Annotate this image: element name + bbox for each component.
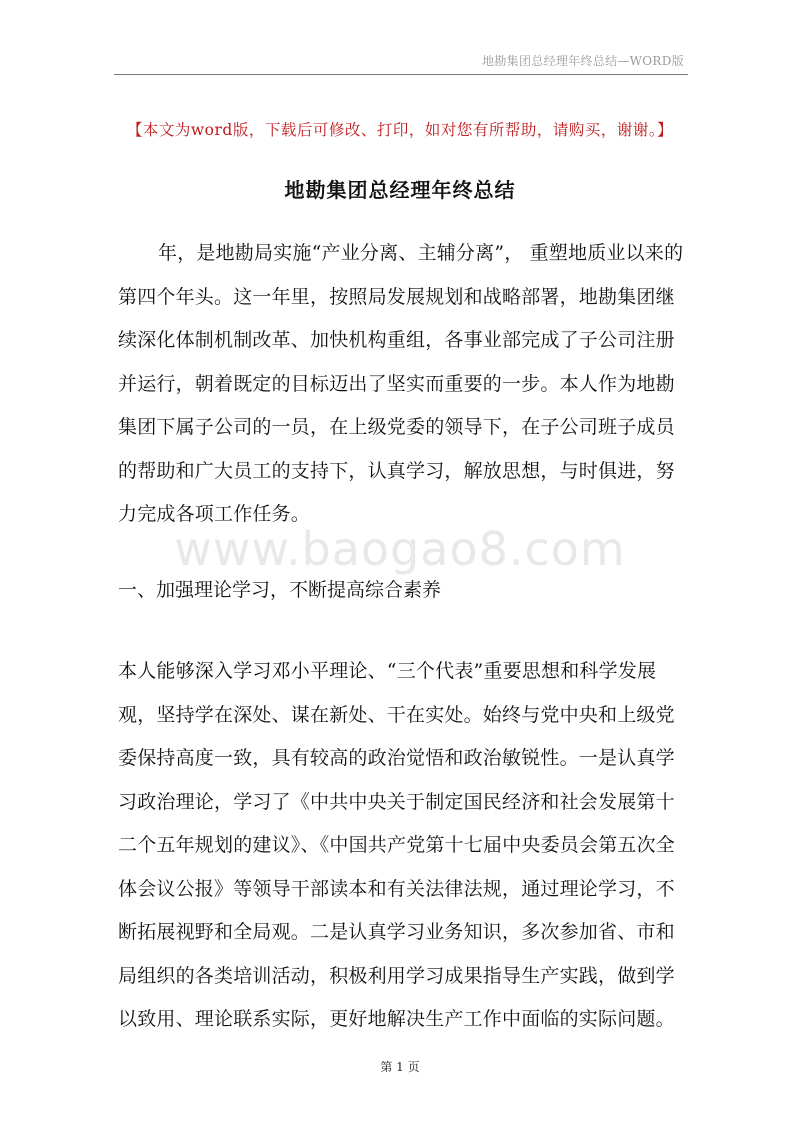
section-heading: 一、加强理论学习，不断提高综合素养	[118, 579, 442, 601]
purchase-notice: 【本文为word版，下载后可修改、打印，如对您有所帮助，请购买，谢谢。】	[126, 121, 674, 139]
section-paragraph: 本人能够深入学习邓小平理论、“三个代表”重要思想和科学发展观，坚持学在深处、谋在新处、干在实处。始终与党中央和上级党委保持高度一致，具有较高的政治觉悟和政治敏锐性。一是认真学习政治理论，学习了《中共中央关于制定国民经济和社会发展第十二个五年规划的建议》、《中国共产党第十七届中央委员会第五次全体会议公报》等领导干部读本和有关法律法规，通过理论学习，不断拓展视野和全局观。二是认真学习业务知识，多次参加省、市和局组织的各类培训活动，积极利用学习成果指导生产实践，做到学以致用、理论联系实际，更好地解决生产工作中面临的实际问题。	[118, 660, 676, 1030]
watermark: www.baogao8.com	[174, 522, 626, 576]
running-header: 地勘集团总经理年终总结—WORD版	[482, 54, 684, 68]
intro-paragraph: 年，是地勘局实施“产业分离、主辅分离”， 重塑地质业以来的第四个年头。这一年里，按照局发展规划和战略部署，地勘集团继续深化体制机制改革、加快机构重组，各事业部完成了子公司注册并运行，朝着既定的目标迈出了坚实而重要的一步。本人作为地勘集团下属子公司的一员，在上级党委的领导下，在子公司班子成员的帮助和广大员工的支持下，认真学习，解放思想，与时俱进，努力完成各项工作任务。	[118, 242, 684, 525]
document-title: 地勘集团总经理年终总结	[284, 178, 516, 202]
page-number: 第 1 页	[380, 1060, 420, 1074]
header-divider	[114, 74, 688, 75]
